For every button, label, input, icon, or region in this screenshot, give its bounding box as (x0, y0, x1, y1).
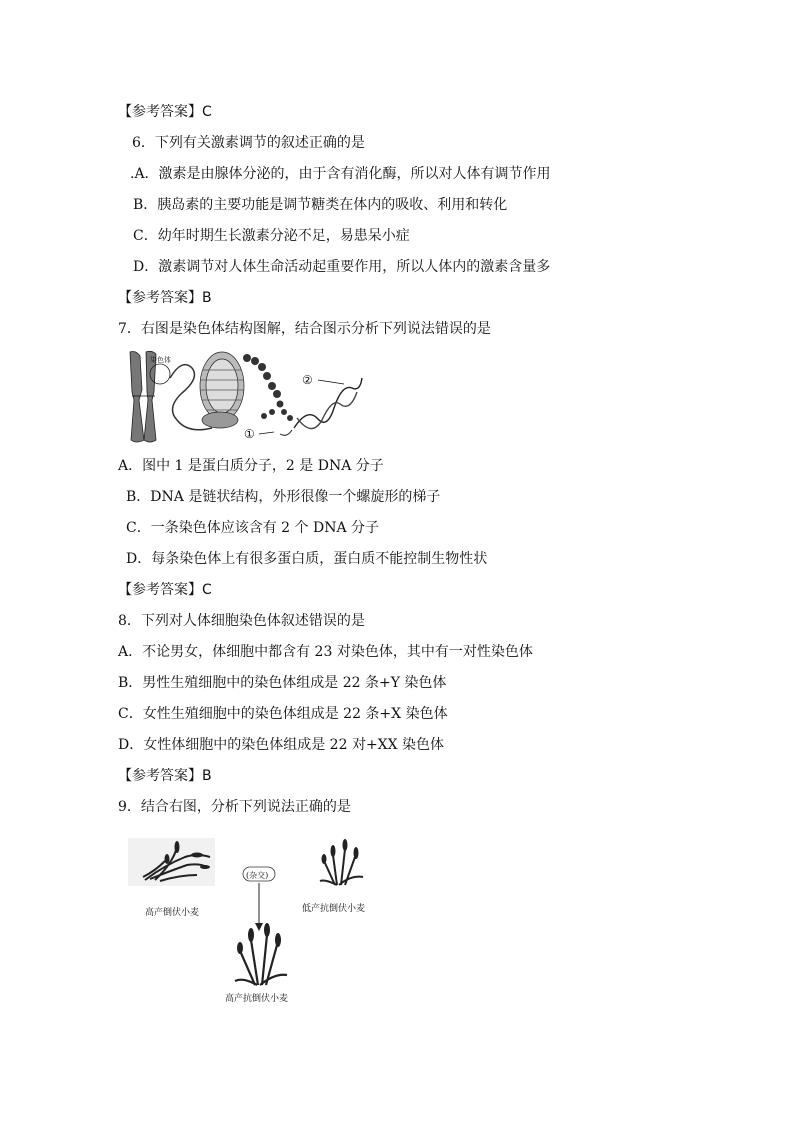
question-9: 9．结合右图，分析下列说法正确的是 (118, 799, 351, 815)
q7-option-d: D．每条染色体上有很多蛋白质，蛋白质不能控制生物性状 (126, 551, 488, 567)
bottom-label: 高产抗倒伏小麦 (225, 994, 289, 1004)
q8-option-b: B．男性生殖细胞中的染色体组成是 22 条+Y 染色体 (118, 675, 447, 691)
question-6: 6．下列有关激素调节的叙述正确的是 (132, 135, 365, 151)
cross-label: (杂交) (246, 871, 269, 880)
answer-7: 【参考答案】C (118, 582, 212, 598)
nucleosome-beads (243, 354, 293, 421)
q8-option-c: C．女性生殖细胞中的染色体组成是 22 条+X 染色体 (118, 706, 448, 722)
question-8: 8．下列对人体细胞染色体叙述错误的是 (118, 613, 365, 629)
answer-8: 【参考答案】B (118, 768, 212, 784)
q7-option-c: C．一条染色体应该含有 2 个 DNA 分子 (126, 520, 380, 536)
wheat-cross-figure (125, 835, 390, 1010)
marker-2: ② (302, 373, 313, 387)
chromosome-shape (130, 351, 156, 442)
chromosome-label: 染色体 (150, 356, 171, 364)
question-7: 7．右图是染色体结构图解，结合图示分析下列说法错误的是 (118, 321, 491, 337)
q8-option-a: A．不论男女，体细胞中都含有 23 对染色体，其中有一对性染色体 (118, 644, 533, 660)
answer-5: 【参考答案】C (118, 104, 212, 120)
q6-option-d: D．激素调节对人体生命活动起重要作用，所以人体内的激素含量多 (133, 259, 551, 275)
answer-6: 【参考答案】B (118, 290, 212, 306)
q6-option-a: .A．激素是由腺体分泌的，由于含有消化酶，所以对人体有调节作用 (130, 166, 551, 182)
q8-option-d: D．女性体细胞中的染色体组成是 22 对+XX 染色体 (118, 737, 445, 753)
right-label: 低产抗倒伏小麦 (302, 904, 366, 914)
left-label: 高产倒伏小麦 (145, 908, 200, 918)
marker-1: ① (244, 427, 255, 441)
solenoid-coil (200, 352, 244, 428)
q6-option-c: C．幼年时期生长激素分泌不足，易患呆小症 (133, 228, 410, 244)
dna-strand-2 (297, 392, 357, 429)
chromosome-figure (122, 348, 367, 446)
q6-option-b: B．胰岛素的主要功能是调节糖类在体内的吸收、利用和转化 (133, 197, 508, 213)
q7-option-a: A．图中 1 是蛋白质分子，2 是 DNA 分子 (118, 458, 384, 474)
q7-option-b: B．DNA 是链状结构，外形很像一个螺旋形的梯子 (126, 489, 441, 505)
